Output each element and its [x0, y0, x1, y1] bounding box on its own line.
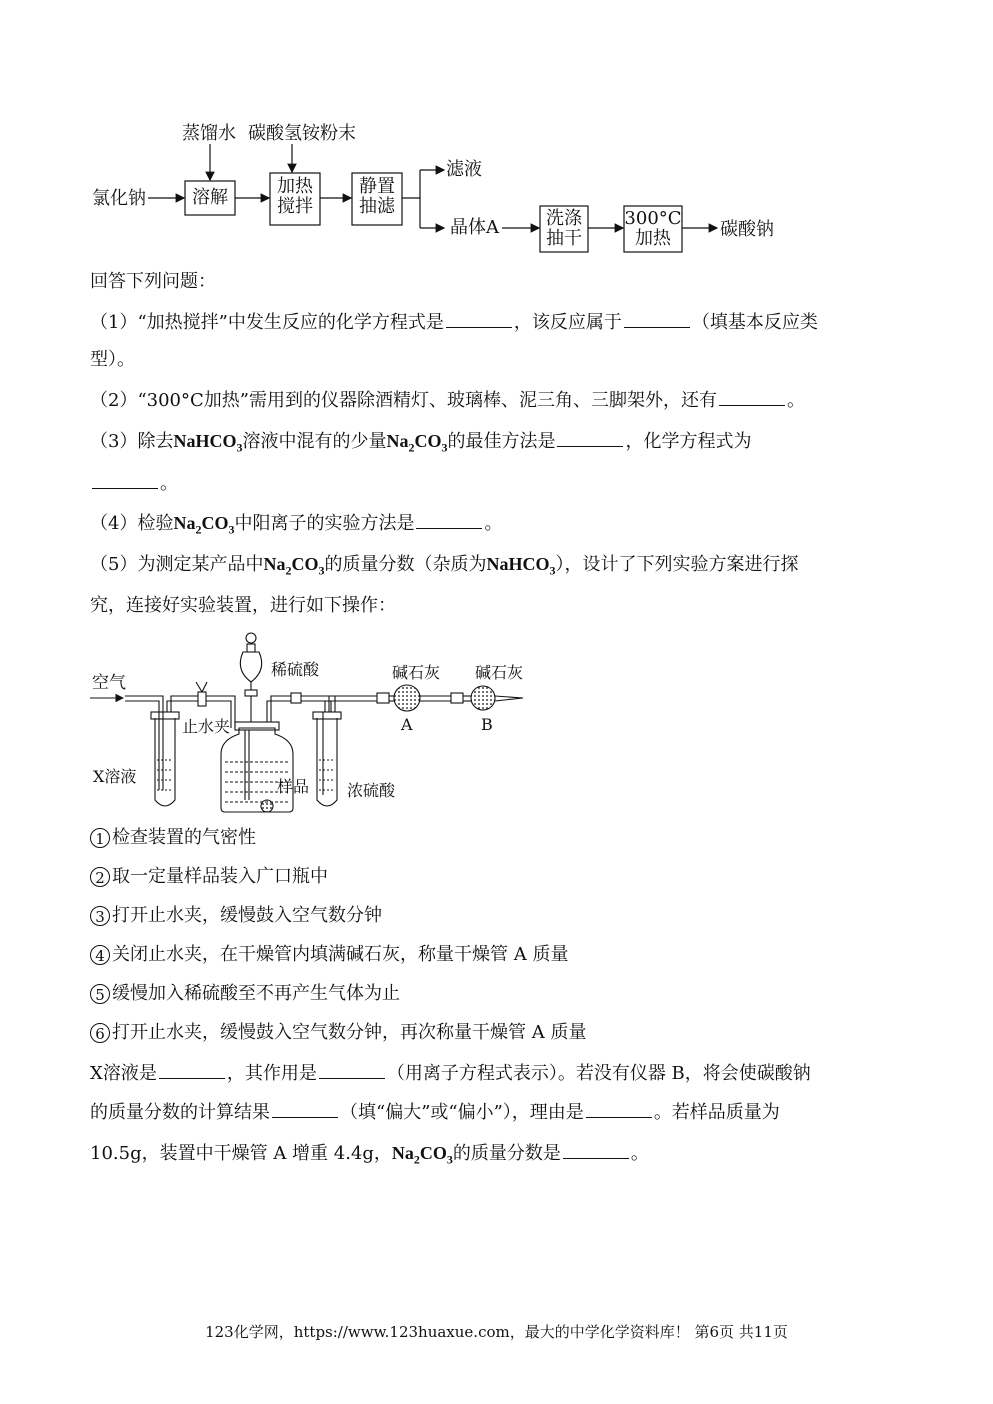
label-soda-lime-a: 碱石灰 [392, 663, 441, 682]
step-3: 3 打开止水夹，缓慢鼓入空气数分钟 [90, 904, 382, 928]
step-1: 1 检查装置的气密性 [90, 826, 256, 850]
input-distilled-water: 蒸馏水 [182, 123, 236, 144]
step-4: 4 关闭止水夹，在干燥管内填满碱石灰，称量干燥管 A 质量 [90, 943, 568, 967]
formula-na2co3: $Na_2CO_3$ [263, 554, 325, 578]
final-line-2: 的质量分数的计算结果 （填“偏大”或“偏小”），理由是 。若样品质量为 [90, 1099, 780, 1125]
step-number: 6 [90, 1023, 110, 1043]
answer-blank [416, 510, 482, 529]
question-1-line-1: （1）“加热搅拌”中发生反应的化学方程式是 ，该反应属于 （填基本反应类 [90, 309, 818, 335]
box-settle-filter [352, 177, 402, 217]
question-3-line-2: 。 [90, 470, 178, 496]
start-sodium-chloride: 氯化钠 [92, 188, 146, 209]
box-wash-line2: 抽干 [546, 228, 582, 249]
formula-nahco3: NaHCO$_3$ [173, 431, 243, 455]
final-line-3: 10.5g，装置中干燥管 A 增重 4.4g，$Na_2CO_3$的质量分数是 。 [90, 1140, 649, 1172]
step-number: 2 [90, 867, 110, 887]
answer-blank [719, 387, 785, 406]
answer-blank [446, 309, 512, 328]
page-footer: 123化学网，https://www.123huaxue.com，最大的中学化学资料库！ 第6页 共11页 [205, 1323, 788, 1341]
box-heat-line1: 加热 [277, 176, 313, 197]
formula-na2co3: $Na_2CO_3$ [386, 431, 448, 455]
question-5-line-2: 究，连接好实验装置，进行如下操作： [90, 595, 396, 616]
box-wash-line1: 洗涤 [546, 208, 582, 229]
intro-text: 回答下列问题： [90, 271, 216, 292]
box-dissolve: 溶解 [192, 187, 228, 208]
label-x-solution: X溶液 [93, 767, 137, 786]
formula-na2co3: $Na_2CO_3$ [173, 513, 235, 537]
label-soda-lime-b: 碱石灰 [475, 663, 524, 682]
step-6: 6 打开止水夹，缓慢鼓入空气数分钟，再次称量干燥管 A 质量 [90, 1021, 586, 1045]
answer-blank [159, 1060, 225, 1079]
box-filter-line1: 静置 [359, 176, 395, 197]
box-wash-dry [540, 209, 588, 249]
question-3-line-1: （3）除去NaHCO$_3$溶液中混有的少量$Na_2CO_3$的最佳方法是 ，化学方程式为 [90, 428, 751, 460]
label-tube-a: A [401, 715, 413, 734]
apparatus-drawing [85, 630, 535, 820]
box-calcine-line1: 300°C [624, 208, 682, 229]
question-4: （4）检验$Na_2CO_3$中阳离子的实验方法是 。 [90, 510, 502, 542]
label-clamp: 止水夹 [182, 717, 231, 736]
box-heat-stir [270, 177, 320, 217]
label-dilute-sulfuric-acid: 稀硫酸 [271, 660, 320, 679]
answer-blank [92, 470, 158, 489]
step-number: 5 [90, 984, 110, 1004]
label-tube-b: B [481, 715, 493, 734]
label-conc-sulfuric-acid: 浓硫酸 [347, 781, 396, 800]
question-5-line-1: （5）为测定某产品中$Na_2CO_3$的质量分数（杂质为NaHCO$_3$），设计了下列实验方案进行探 [90, 554, 799, 578]
answer-blank [557, 428, 623, 447]
box-calcine [624, 209, 682, 249]
step-2: 2 取一定量样品装入广口瓶中 [90, 865, 328, 889]
question-1-line-2: 型）。 [90, 349, 135, 370]
step-number: 1 [90, 828, 110, 848]
branch-filtrate: 滤液 [446, 159, 482, 180]
formula-nahco3: NaHCO$_3$ [486, 554, 556, 578]
branch-crystal-a: 晶体A [450, 217, 499, 238]
label-sample: 样品 [277, 777, 310, 796]
input-ammonium-bicarbonate: 碳酸氢铵粉末 [248, 123, 356, 144]
step-5: 5 缓慢加入稀硫酸至不再产生气体为止 [90, 982, 400, 1006]
answer-blank [624, 309, 690, 328]
end-sodium-carbonate: 碳酸钠 [720, 219, 774, 240]
label-air: 空气 [92, 673, 126, 693]
box-heat-line2: 搅拌 [277, 196, 313, 217]
final-line-1: X溶液是 ，其作用是 （用离子方程式表示）。若没有仪器 B，将会使碳酸钠 [90, 1060, 811, 1086]
question-2: （2）“300°C加热”需用到的仪器除酒精灯、玻璃棒、泥三角、三脚架外，还有 。 [90, 387, 805, 413]
step-number: 4 [90, 945, 110, 965]
experiment-apparatus [85, 630, 535, 820]
answer-blank [319, 1060, 385, 1079]
box-calcine-line2: 加热 [635, 228, 671, 249]
box-filter-line2: 抽滤 [359, 196, 395, 217]
process-flowchart [80, 110, 800, 260]
answer-blank [586, 1099, 652, 1118]
answer-blank [272, 1099, 338, 1118]
formula-na2co3: $Na_2CO_3$ [391, 1143, 453, 1167]
answer-blank [563, 1140, 629, 1159]
step-number: 3 [90, 906, 110, 926]
